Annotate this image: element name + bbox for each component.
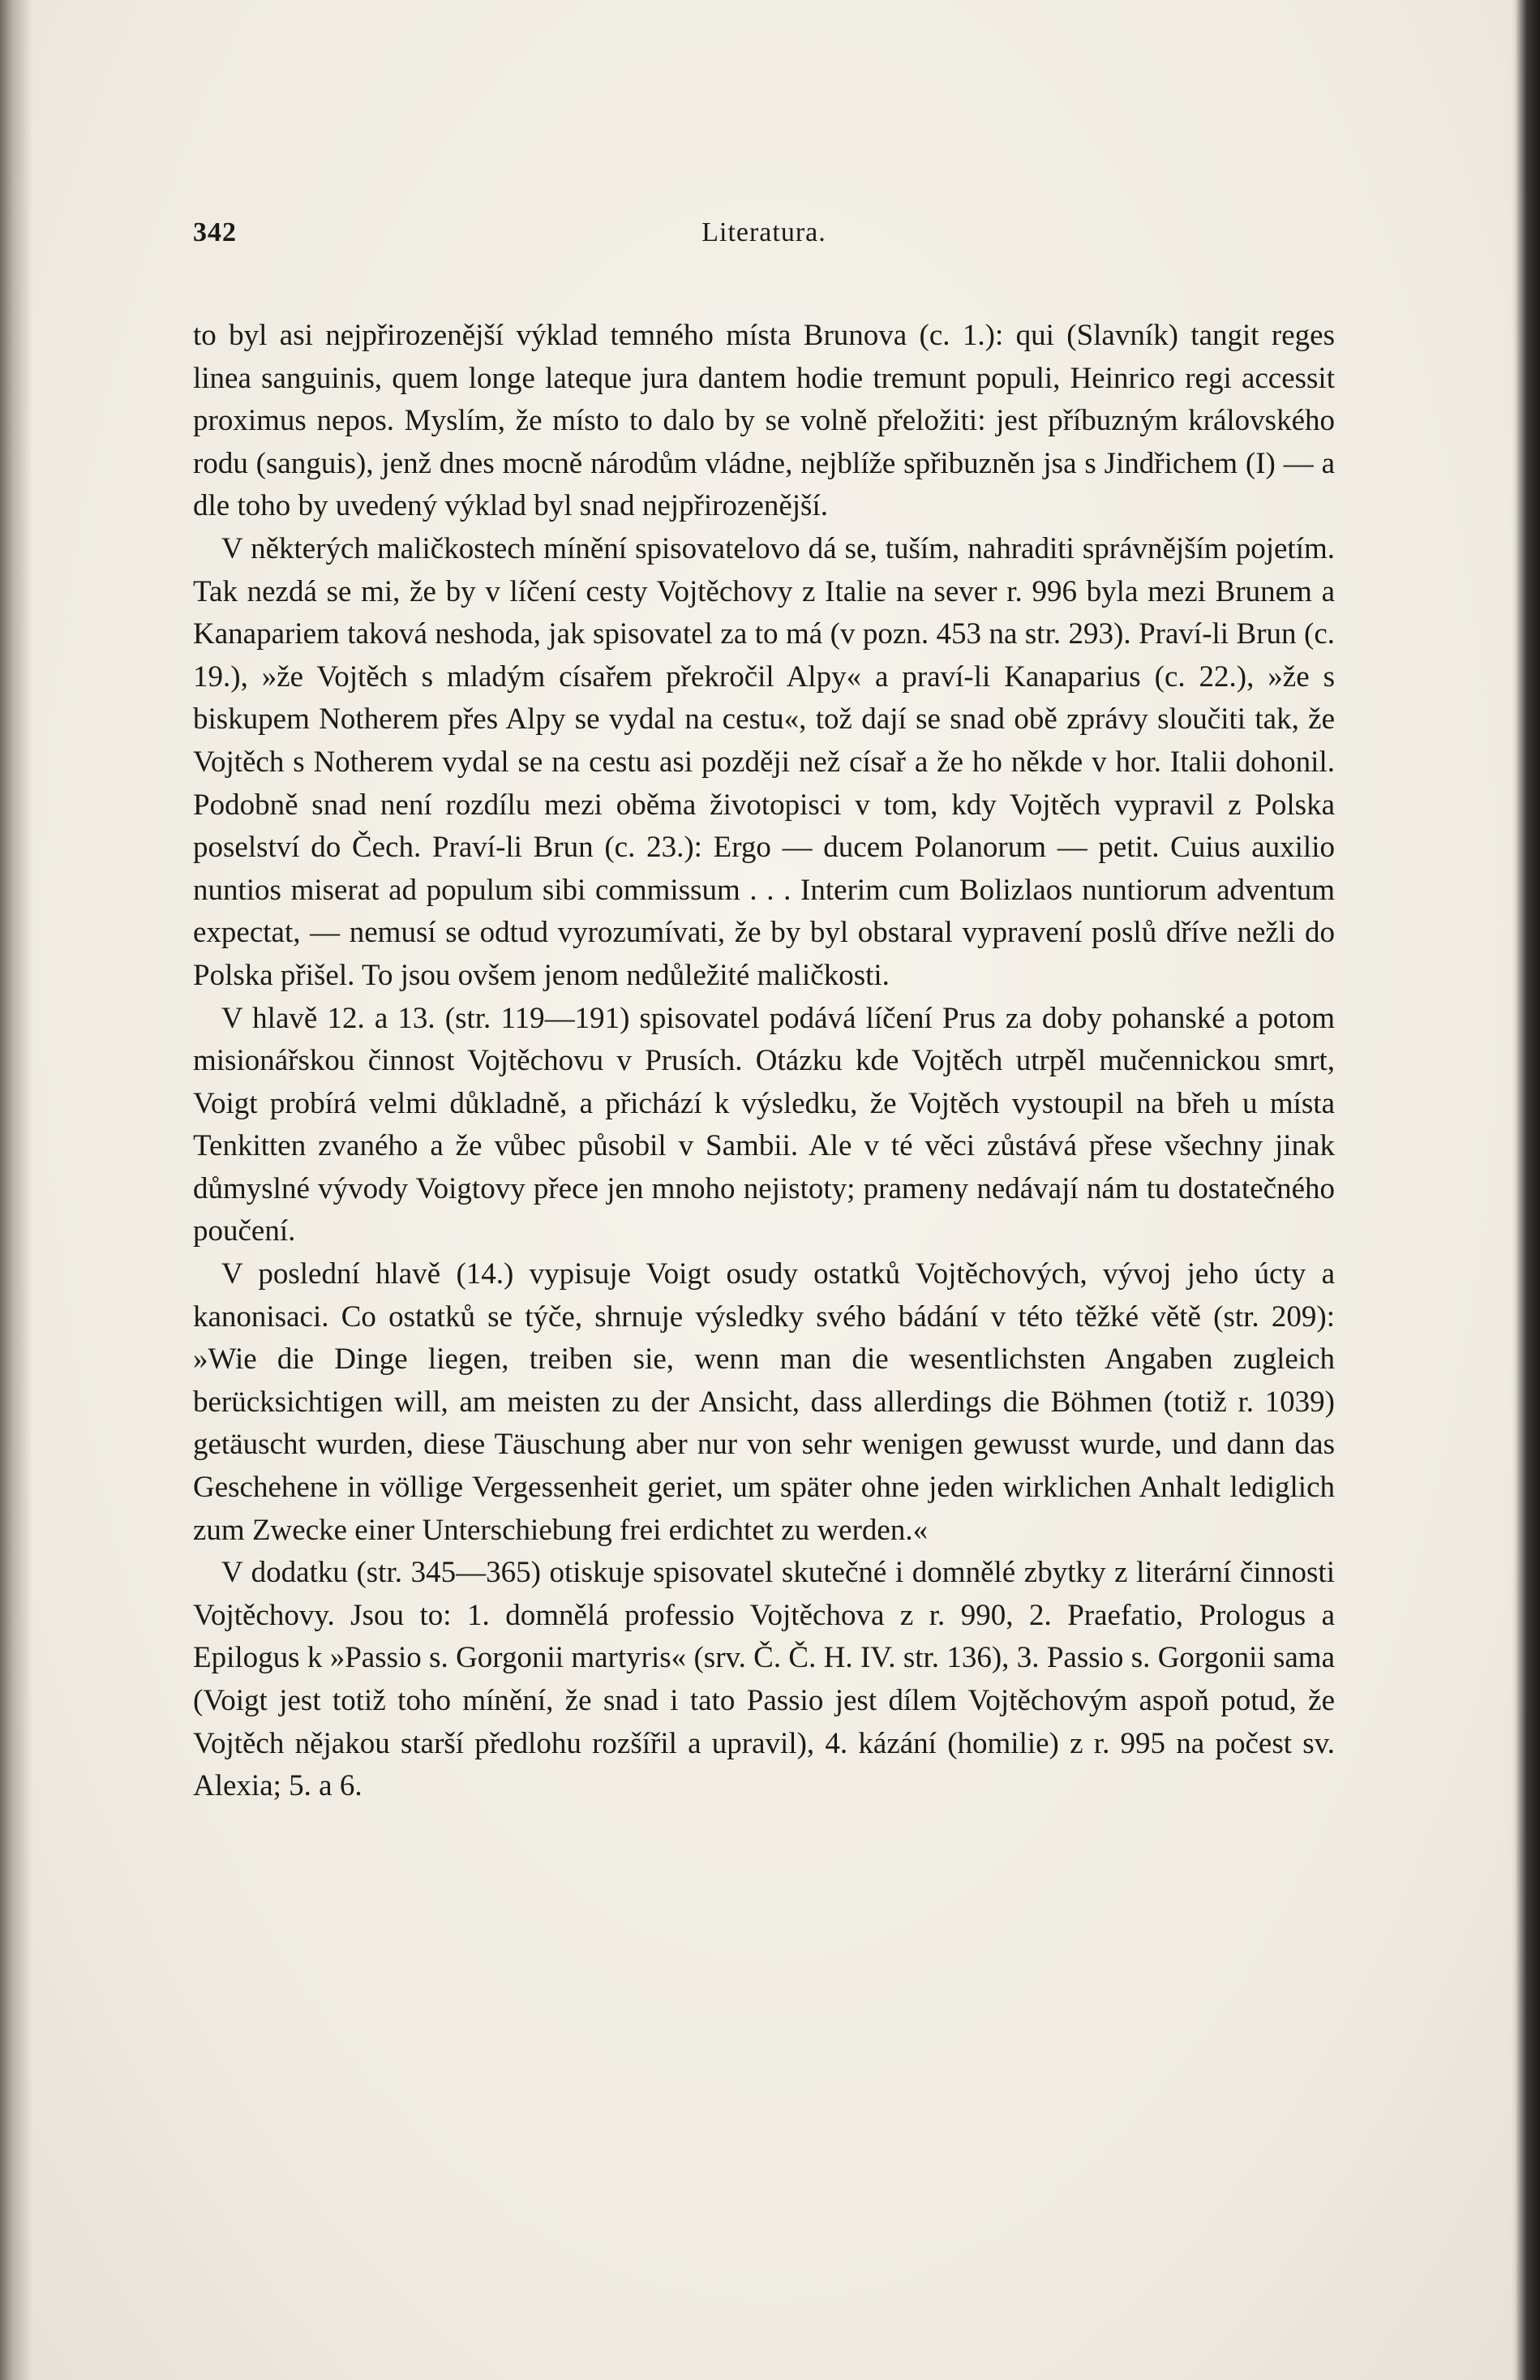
paragraph: V některých maličkostech mínění spisovatelovo dá se, tuším, nahraditi správnějším pojetím. Tak nezdá se mi, že by v líčení cesty Vojtěchovy z Italie na sever r. 996 byla mezi Brunem a Kanapariem taková neshoda, jak spisovatel za to má (v pozn. 453 na str. 293). Praví-li Brun (c. 19.), »že Vojtěch s mladým císařem překročil Alpy« a praví-li Kanaparius (c. 22.), »že s biskupem Notherem přes Alpy se vydal na cestu«, tož dají se snad obě zprávy sloučiti tak, že Vojtěch s Notherem vydal se na cestu asi později než císař a že ho někde v hor. Italii dohonil. Podobně snad není rozdílu mezi oběma životopisci v tom, kdy Vojtěch vypravil z Polska poselství do Čech. Praví-li Brun (c. 23.): Ergo — ducem Polanorum — petit. Cuius auxilio nuntios miserat ad populum sibi commissum . . . Interim cum Bolizlaos nuntiorum adventum expectat, — nemusí se odtud vyrozumívati, že by byl obstaral vypravení poslů dříve nežli do Polska přišel. To jsou ovšem jenom nedůležité maličkosti. [193, 531, 1335, 992]
paragraph: V dodatku (str. 345—365) otiskuje spisovatel skutečné i domnělé zbytky z literární činnosti Vojtěchovy. Jsou to: 1. domnělá professio Vojtěchova z r. 990, 2. Praefatio, Prologus a Epilogus k »Passio s. Gorgonii martyris« (srv. Č. Č. H. IV. str. 136), 3. Passio s. Gorgonii sama (Voigt jest totiž toho mínění, že snad i tato Passio jest dílem Vojtěchovým aspoň potud, že Vojtěch nějakou starší předlohu rozšířil a upravil), 4. kázání (homilie) z r. 995 na počest sv. Alexia; 5. a 6. [193, 1556, 1335, 1803]
paragraph: to byl asi nejpřirozenější výklad temného místa Brunova (c. 1.): qui (Slavník) tangit reges linea sanguinis, quem longe lateque jura dantem hodie tremunt populi, Heinrico regi accessit proximus nepos. Myslím, že místo to dalo by se volně přeložiti: jest příbuzným královského rodu (sanguis), jenž dnes mocně národům vládne, nejblíže spřibuzněn jsa s Jindřichem (I) — a dle toho by uvedený výklad byl snad nejpřirozenější. [193, 319, 1335, 523]
binding-shadow-left [0, 0, 32, 2380]
page-number: 342 [193, 217, 237, 247]
paragraph: V hlavě 12. a 13. (str. 119—191) spisovatel podává líčení Prus za doby pohanské a potom misionářskou činnost Vojtěchovu v Prusích. Otázku kde Vojtěch utrpěl mučennickou smrt, Voigt probírá velmi důkladně, a přichází k výsledku, že Vojtěch vystoupil na břeh u místa Tenkitten zvaného a že vůbec působil v Sambii. Ale v té věci zůstává přese všechny jinak důmyslné vývody Voigtovy přece jen mnoho nejistoty; prameny nedávají nám tu dostatečného poučení. [193, 1001, 1335, 1248]
paragraph: V poslední hlavě (14.) vypisuje Voigt osudy ostatků Vojtěchových, vývoj jeho úcty a kanonisaci. Co ostatků se týče, shrnuje výsledky svého bádání v této těžké větě (str. 209): »Wie die Dinge liegen, treiben sie, wenn man die wesentlichsten Angaben zugleich berücksichtigen will, am meisten zu der Ansicht, dass allerdings die Böhmen (totiž r. 1039) getäuscht wurden, diese Täuschung aber nur von sehr wenigen gewusst wurde, und dann das Geschehene in völlige Vergessenheit geriet, um später ohne jeden wirklichen Anhalt lediglich zum Zwecke einer Unterschiebung frei erdichtet zu werden.« [193, 1257, 1335, 1547]
body-text [193, 315, 1335, 1808]
page-header [193, 217, 1335, 266]
page-edge-shadow-right [1511, 0, 1540, 2380]
text-block [193, 217, 1335, 1808]
running-title: Literatura. [701, 217, 826, 247]
